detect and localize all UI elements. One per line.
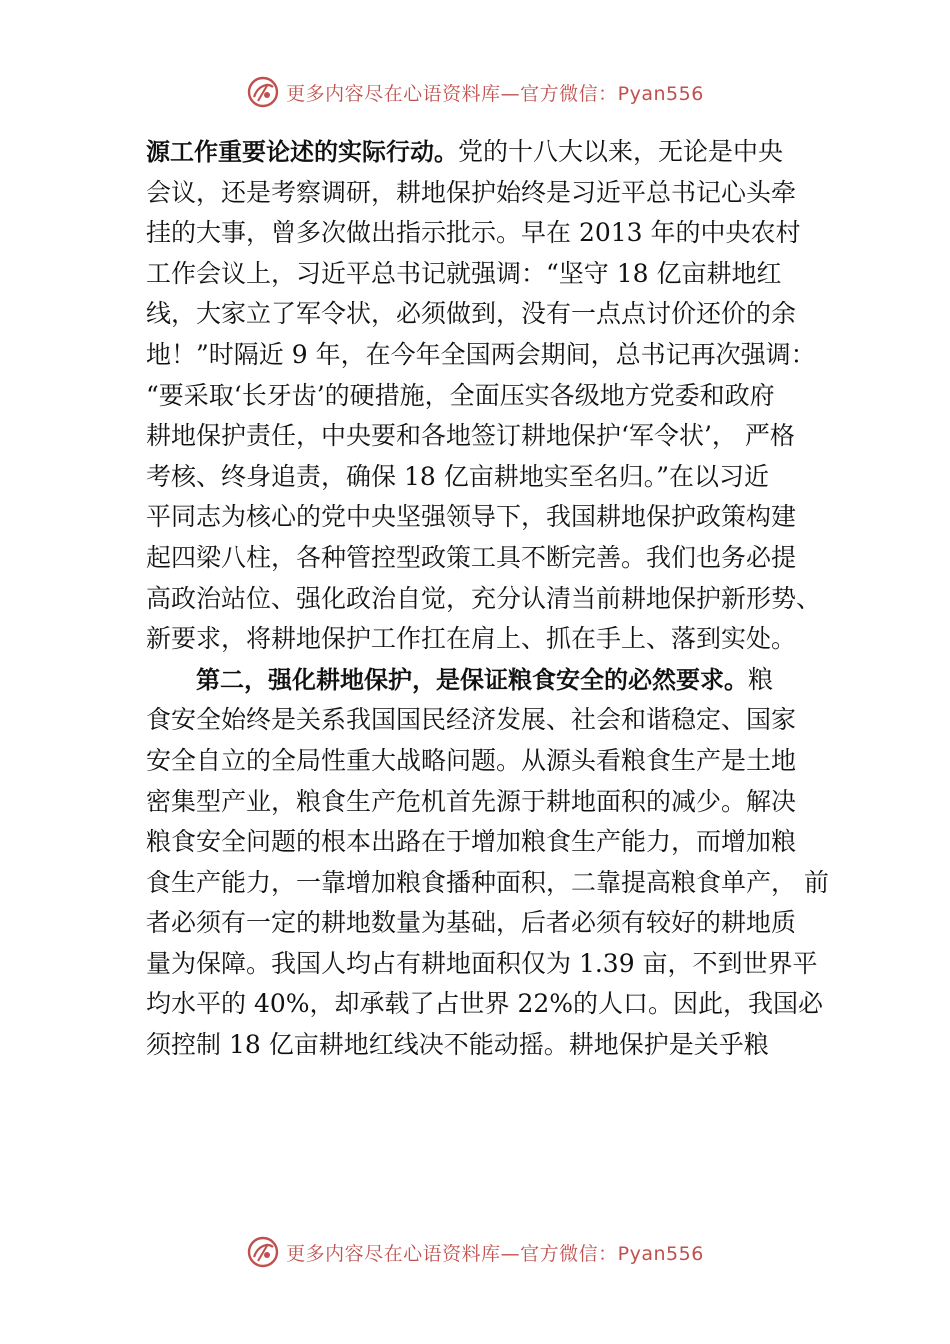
line-text: 工作会议上，习近平总书记就强调：“坚守 18 亿亩耕地红	[146, 258, 782, 288]
line-text: 线，大家立了军令状，必须做到，没有一点点讨价还价的余	[146, 299, 797, 329]
text-line	[146, 497, 806, 538]
line-text: 新要求，将耕地保护工作扛在肩上、抓在手上、落到实处。	[146, 624, 797, 654]
text-line	[146, 700, 806, 741]
text-line	[146, 741, 806, 782]
text-line	[146, 579, 822, 620]
line-text: 考核、终身追责，确保 18 亿亩耕地实至名归。”在以习近	[146, 461, 769, 491]
footer-banner-text: 更多内容尽在心语资料库—官方微信：Pyan556	[286, 1242, 704, 1265]
text-line	[146, 335, 816, 376]
line-text: 密集型产业，粮食生产危机首先源于耕地面积的减少。解决	[146, 786, 797, 816]
header-banner-text: 更多内容尽在心语资料库—官方微信：Pyan556	[286, 82, 704, 105]
line-text: 地！”时隔近 9 年，在今年全国两会期间，总书记再次强调：	[146, 339, 816, 369]
text-line	[146, 863, 829, 904]
bold-lead-sentence: 源工作重要论述的实际行动。	[146, 138, 458, 166]
line-text: 挂的大事，曾多次做出指示批示。早在 2013 年的中央农村	[146, 218, 801, 248]
text-line	[146, 376, 806, 417]
line-text: 食安全始终是关系我国国民经济发展、社会和谐稳定、国家	[146, 705, 797, 735]
line-text: 起四梁八柱，各种管控型政策工具不断完善。我们也务必提	[146, 542, 797, 572]
line-text: 粮食安全问题的根本出路在于增加粮食生产能力，而增加粮	[146, 827, 797, 857]
line-text: 会议，还是考察调研，耕地保护始终是习近平总书记心头牵	[146, 177, 797, 207]
header-banner	[0, 72, 950, 112]
paragraph2	[146, 660, 829, 1066]
text-line	[146, 132, 806, 173]
line-text: 党的十八大以来，无论是中央	[458, 137, 784, 166]
text-line	[146, 822, 806, 863]
line-text: 均水平的 40%，却承载了占世界 22%的人口。因此，我国必	[146, 989, 824, 1019]
logo-icon	[246, 75, 280, 109]
text-line	[146, 538, 806, 579]
line-text: 粮	[748, 664, 774, 694]
line-text: 者必须有一定的耕地数量为基础，后者必须有较好的耕地质	[146, 908, 797, 938]
text-line	[146, 173, 806, 214]
text-line	[146, 457, 806, 498]
line-text: 安全自立的全局性重大战略问题。从源头看粮食生产是土地	[146, 745, 797, 775]
line-text: 高政治站位、强化政治自觉，充分认清当前耕地保护新形势、	[146, 583, 822, 613]
text-line	[146, 782, 806, 823]
text-line	[146, 903, 806, 944]
text-line	[146, 254, 806, 295]
bold-lead-sentence: 第二，强化耕地保护，是保证粮食安全的必然要求。	[196, 665, 748, 694]
text-line	[146, 213, 806, 254]
text-line	[146, 619, 806, 660]
document-body	[146, 132, 829, 1066]
line-text: 须控制 18 亿亩耕地红线决不能动摇。耕地保护是关乎粮	[146, 1030, 769, 1060]
text-line	[146, 294, 806, 335]
line-text: 量为保障。我国人均占有耕地面积仅为 1.39 亩，不到世界平	[146, 948, 818, 978]
line-text: “要采取‘长牙齿’的硬措施，全面压实各级地方党委和政府	[146, 380, 775, 410]
line-text: 平同志为核心的党中央坚强领导下，我国耕地保护政策构建	[146, 502, 797, 532]
paragraph1	[146, 132, 822, 660]
line-text: 食生产能力，一靠增加粮食播种面积，二靠提高粮食单产， 前	[146, 867, 829, 897]
text-line	[146, 660, 806, 701]
text-line	[146, 416, 806, 457]
logo-icon	[246, 1235, 280, 1269]
text-line	[146, 944, 818, 985]
text-line	[146, 1025, 806, 1066]
footer-banner	[0, 1232, 950, 1272]
text-line	[146, 984, 824, 1025]
line-text: 耕地保护责任，中央要和各地签订耕地保护‘军令状’， 严格	[146, 421, 795, 451]
